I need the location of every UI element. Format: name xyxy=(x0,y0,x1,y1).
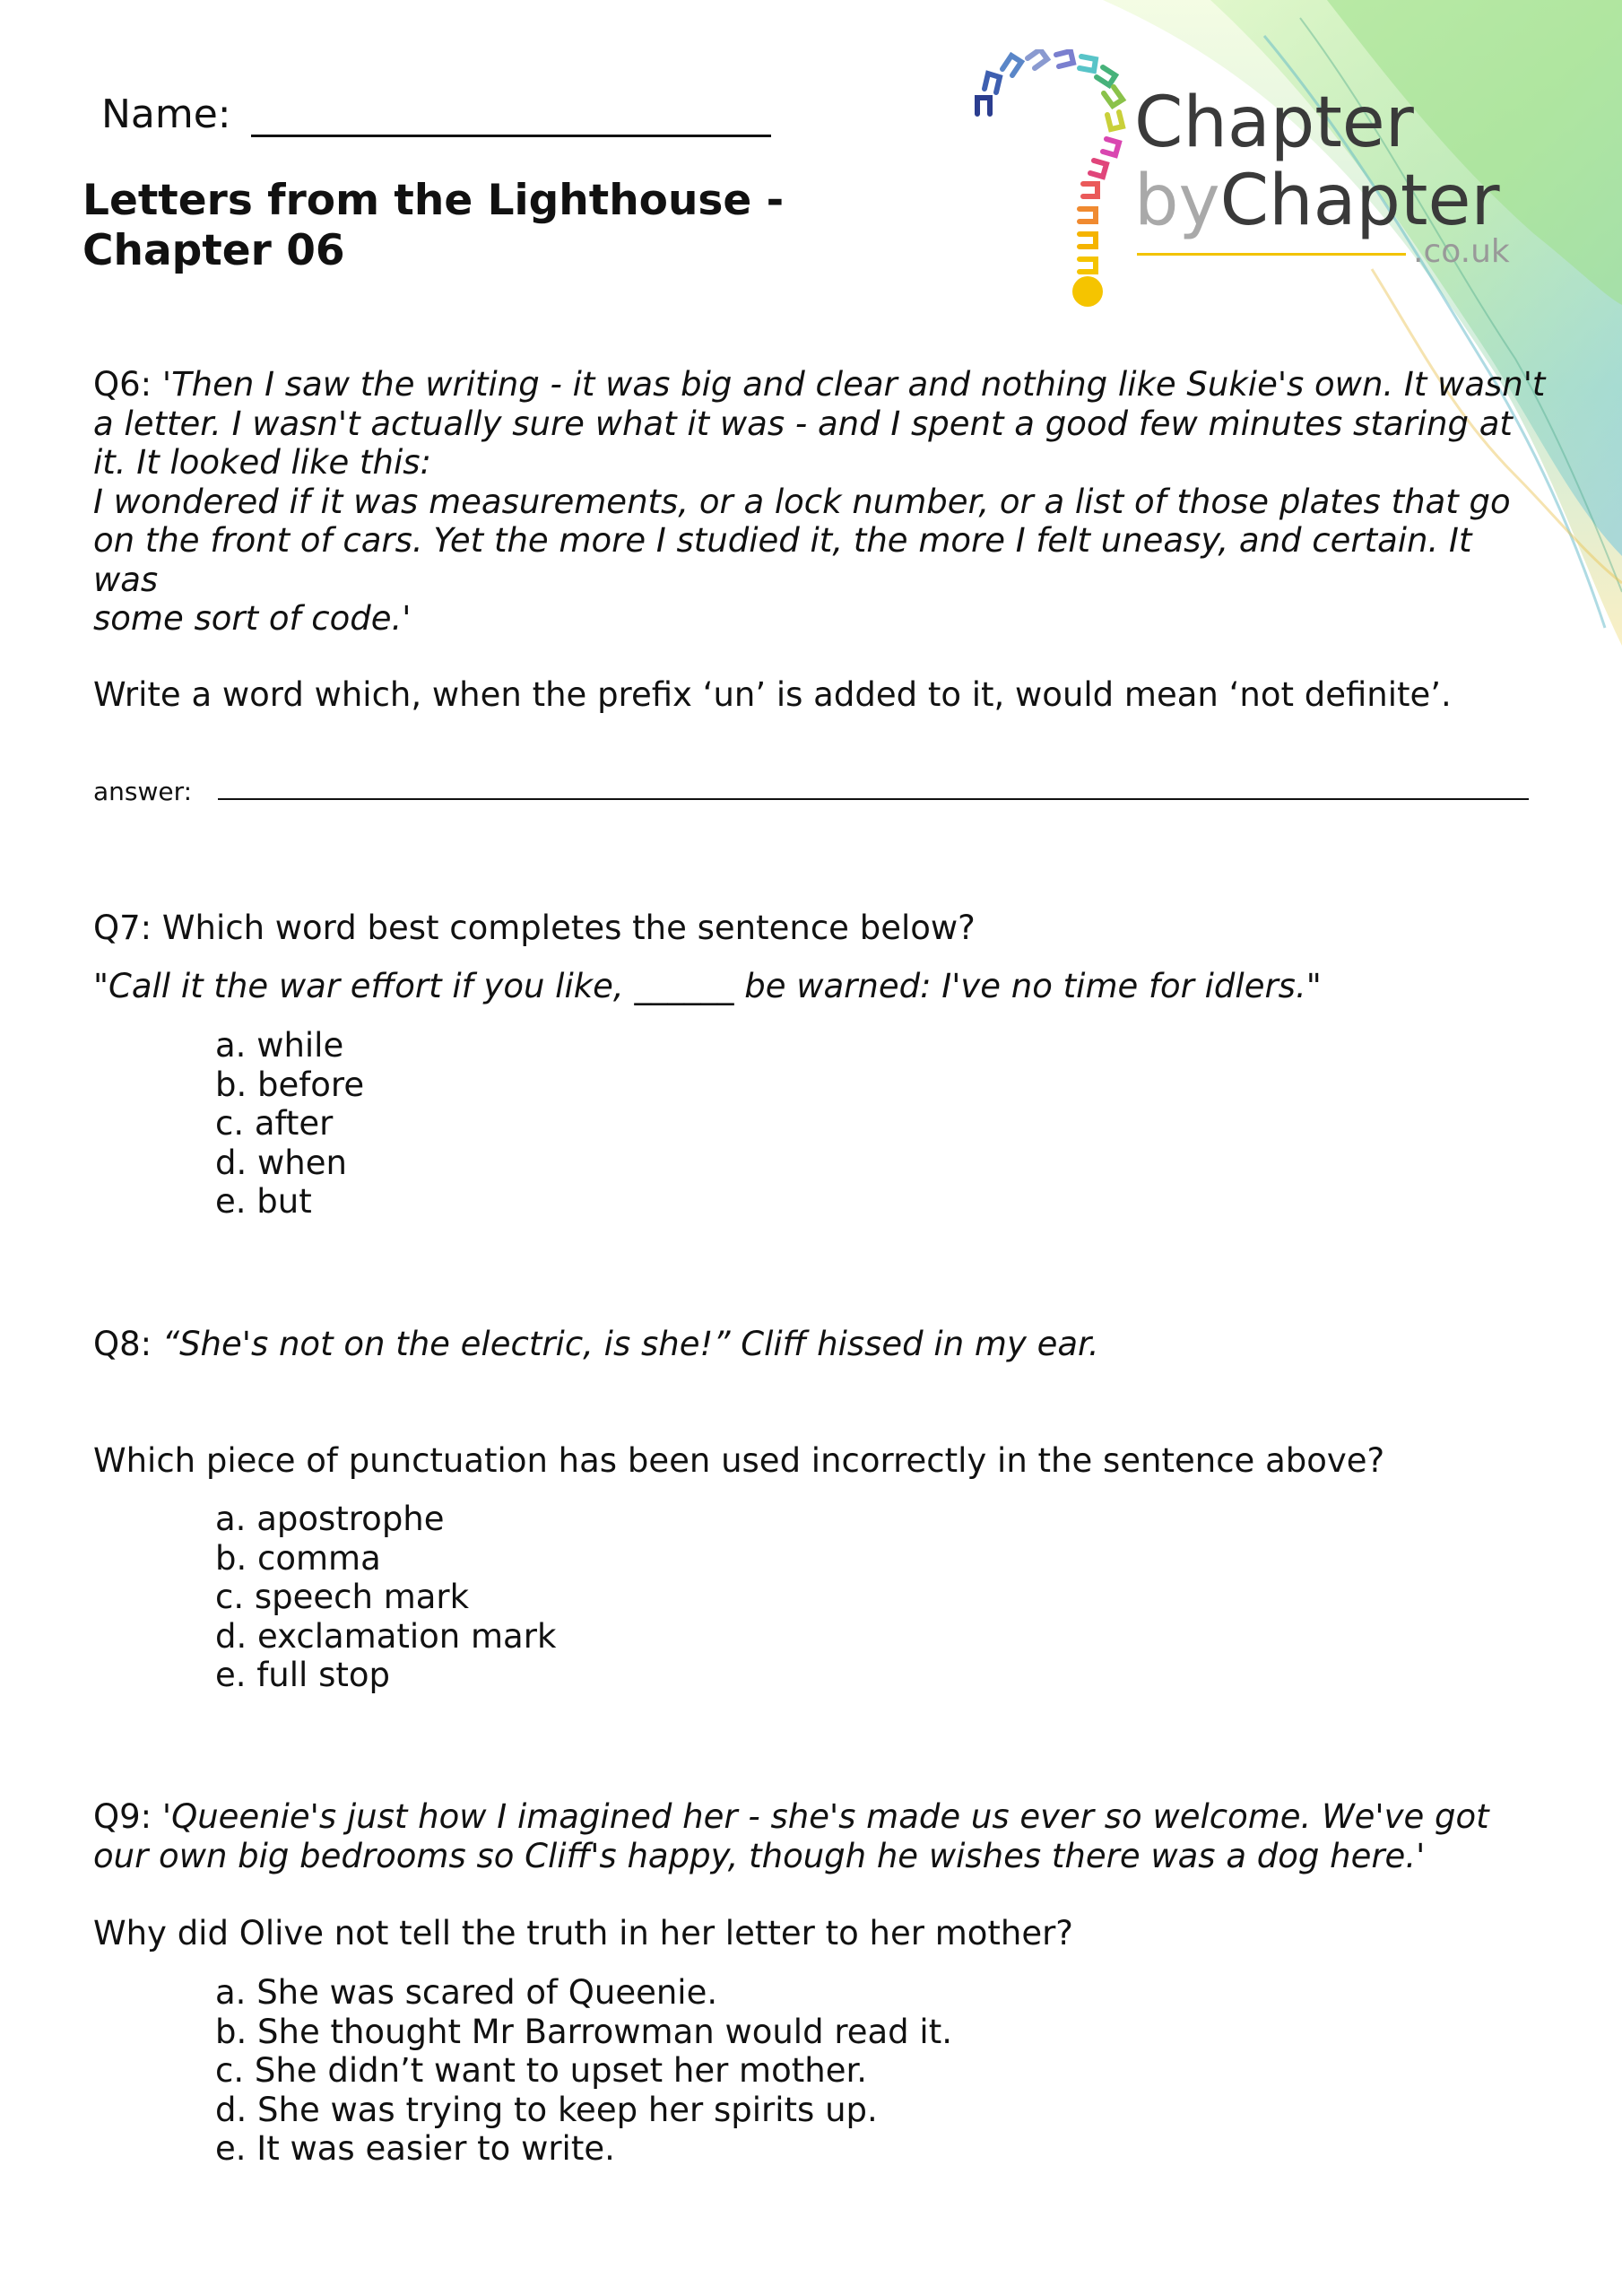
q6-passage-line: a letter. I wasn't actually sure what it was - and I spent a good few minutes staring at xyxy=(93,404,1513,443)
logo-text-chapter-2: Chapter xyxy=(1219,161,1500,241)
q6-passage-line: Q6: 'Then I saw the writing - it was big and clear and nothing like Sukie's own. It wasn't xyxy=(93,365,1546,404)
q7-label: Q7: xyxy=(93,909,152,947)
q8-option-c[interactable]: c. speech mark xyxy=(215,1578,470,1616)
answer-input-line[interactable] xyxy=(218,798,1529,800)
q7-option-c[interactable]: c. after xyxy=(215,1104,334,1143)
q6-passage xyxy=(93,365,1546,639)
q7-option-a[interactable]: a. while xyxy=(215,1026,344,1065)
name-input-line[interactable] xyxy=(251,135,771,137)
q7-options xyxy=(215,1026,364,1222)
q8-option-e[interactable]: e. full stop xyxy=(215,1656,390,1694)
logo-underline xyxy=(1137,253,1406,256)
q9-option-c[interactable]: c. She didn’t want to upset her mother. xyxy=(215,2051,868,2090)
q8-options xyxy=(215,1500,556,1695)
q6-label: Q6: xyxy=(93,365,152,404)
logo-text-couk: .co.uk xyxy=(1413,233,1510,270)
q9-question: Why did Olive not tell the truth in her letter to her mother? xyxy=(93,1914,1073,1952)
q9-option-e[interactable]: e. It was easier to write. xyxy=(215,2129,615,2168)
q8-quote: Q8: “She's not on the electric, is she!” Cliff hissed in my ear. xyxy=(93,1325,1099,1363)
q8-option-b[interactable]: b. comma xyxy=(215,1538,381,1578)
title-line-2: Chapter 06 xyxy=(82,226,345,275)
logo-text-chapter: Chapter xyxy=(1134,83,1414,163)
q7-option-e[interactable]: e. but xyxy=(215,1182,312,1221)
q9-option-d[interactable]: d. She was trying to keep her spirits up. xyxy=(215,2090,878,2129)
name-label: Name: xyxy=(101,91,231,137)
q8-question: Which piece of punctuation has been used incorrectly in the sentence above? xyxy=(93,1441,1385,1480)
q8-option-d[interactable]: d. exclamation mark xyxy=(215,1616,557,1656)
worksheet-title xyxy=(82,176,784,276)
q9-passage xyxy=(93,1797,1546,1875)
q9-passage-line: Q9: 'Queenie's just how I imagined her - she's made us ever so welcome. We've got xyxy=(93,1797,1489,1836)
logo-text-by: by xyxy=(1134,161,1220,241)
q9-option-a[interactable]: a. She was scared of Queenie. xyxy=(215,1973,718,2012)
q8-option-a[interactable]: a. apostrophe xyxy=(215,1500,445,1538)
answer-label: answer: xyxy=(93,777,193,806)
q9-passage-line: our own big bedrooms so Cliff's happy, though he wishes there was a dog here.' xyxy=(93,1836,1426,1875)
q9-label: Q9: xyxy=(93,1797,152,1836)
logo-text-by-chapter xyxy=(1134,161,1500,241)
q6-question: Write a word which, when the prefix ‘un’ is added to it, would mean ‘not definite’. xyxy=(93,675,1452,714)
q7-question: Q7: Which word best completes the sentence below? xyxy=(93,909,976,947)
q7-option-d[interactable]: d. when xyxy=(215,1143,347,1182)
q6-passage-line: on the front of cars. Yet the more I studied it, the more I felt uneasy, and certain. It was xyxy=(93,521,1472,599)
logo-dot xyxy=(1072,276,1103,307)
q6-passage-line: some sort of code.' xyxy=(93,599,412,638)
q9-option-b[interactable]: b. She thought Mr Barrowman would read it. xyxy=(215,2012,952,2051)
q6-passage-line: it. It looked like this: xyxy=(93,443,431,482)
q6-passage-line: I wondered if it was measurements, or a lock number, or a list of those plates that go xyxy=(93,482,1511,521)
q8-label: Q8: xyxy=(93,1325,152,1363)
q7-option-b[interactable]: b. before xyxy=(215,1065,365,1104)
q9-options xyxy=(215,1973,952,2169)
title-line-1: Letters from the Lighthouse - xyxy=(82,176,785,225)
q7-sentence: "Call it the war effort if you like, ______ be warned: I've no time for idlers." xyxy=(93,967,1322,1005)
